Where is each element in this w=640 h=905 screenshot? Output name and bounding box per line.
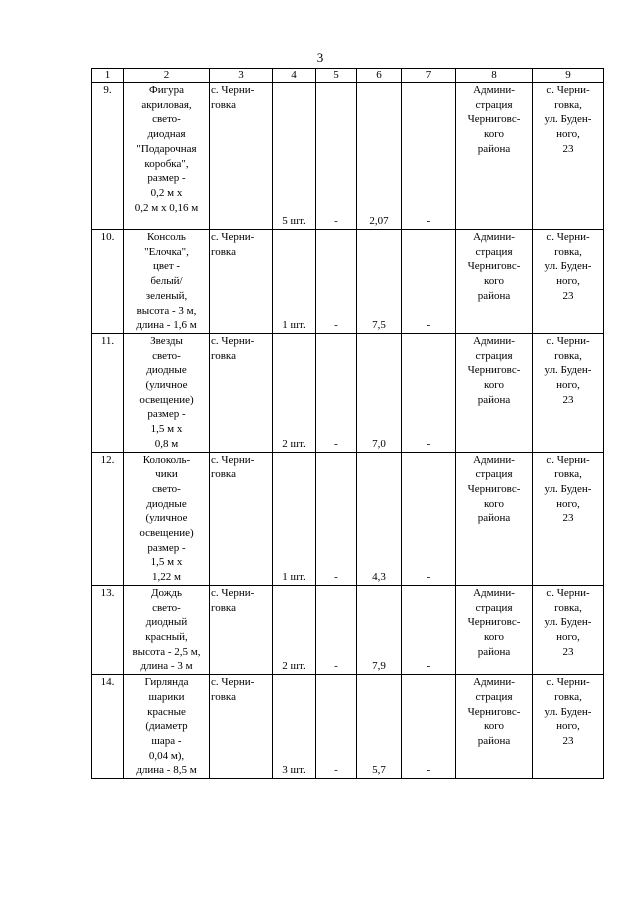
item-location: с. Черни- говка <box>210 452 273 585</box>
column-header: 2 <box>124 69 210 83</box>
item-owner: Админи- страция Черниговс- кого района <box>456 675 533 779</box>
table-row <box>92 675 604 779</box>
item-address: с. Черни- говка, ул. Буден- ного, 23 <box>533 230 604 334</box>
column-5-value: - <box>316 230 357 334</box>
column-7-value: - <box>402 585 456 674</box>
column-7-value: - <box>402 83 456 230</box>
column-header: 4 <box>273 69 316 83</box>
column-7-value: - <box>402 452 456 585</box>
column-5-value: - <box>316 675 357 779</box>
item-description: Дождь свето- диодный красный, высота - 2,5 м, длина - 3 м <box>124 585 210 674</box>
column-header: 5 <box>316 69 357 83</box>
column-header: 8 <box>456 69 533 83</box>
row-number: 11. <box>92 333 124 452</box>
table-row <box>92 585 604 674</box>
item-address: с. Черни- говка, ул. Буден- ного, 23 <box>533 675 604 779</box>
column-header: 6 <box>357 69 402 83</box>
item-owner: Админи- страция Черниговс- кого района <box>456 452 533 585</box>
item-location: с. Черни- говка <box>210 585 273 674</box>
column-header: 7 <box>402 69 456 83</box>
column-5-value: - <box>316 83 357 230</box>
item-quantity: 5 шт. <box>273 83 316 230</box>
column-5-value: - <box>316 452 357 585</box>
item-description: Фигура акриловая, свето- диодная "Подарочная коробка", размер - 0,2 м х 0,2 м х 0,16 м <box>124 83 210 230</box>
item-quantity: 1 шт. <box>273 452 316 585</box>
column-6-value: 7,0 <box>357 333 402 452</box>
item-owner: Админи- страция Черниговс- кого района <box>456 333 533 452</box>
item-quantity: 2 шт. <box>273 333 316 452</box>
column-5-value: - <box>316 585 357 674</box>
item-location: с. Черни- говка <box>210 333 273 452</box>
row-number: 9. <box>92 83 124 230</box>
column-6-value: 7,9 <box>357 585 402 674</box>
item-location: с. Черни- говка <box>210 83 273 230</box>
item-description: Колоколь- чики свето- диодные (уличное освещение) размер - 1,5 м х 1,22 м <box>124 452 210 585</box>
column-7-value: - <box>402 333 456 452</box>
page-number: 3 <box>316 50 324 65</box>
item-description: Гирлянда шарики красные (диаметр шара - 0,04 м), длина - 8,5 м <box>124 675 210 779</box>
item-owner: Админи- страция Черниговс- кого района <box>456 230 533 334</box>
item-quantity: 3 шт. <box>273 675 316 779</box>
column-5-value: - <box>316 333 357 452</box>
column-6-value: 5,7 <box>357 675 402 779</box>
column-header: 9 <box>533 69 604 83</box>
item-address: с. Черни- говка, ул. Буден- ного, 23 <box>533 83 604 230</box>
row-number: 13. <box>92 585 124 674</box>
row-number: 12. <box>92 452 124 585</box>
item-description: Звезды свето- диодные (уличное освещение) размер - 1,5 м х 0,8 м <box>124 333 210 452</box>
item-address: с. Черни- говка, ул. Буден- ного, 23 <box>533 452 604 585</box>
table-row <box>92 333 604 452</box>
column-6-value: 4,3 <box>357 452 402 585</box>
item-address: с. Черни- говка, ул. Буден- ного, 23 <box>533 333 604 452</box>
table-row <box>92 230 604 334</box>
item-owner: Админи- страция Черниговс- кого района <box>456 585 533 674</box>
row-number: 10. <box>92 230 124 334</box>
column-number-row <box>92 69 604 83</box>
item-location: с. Черни- говка <box>210 675 273 779</box>
column-6-value: 2,07 <box>357 83 402 230</box>
item-location: с. Черни- говка <box>210 230 273 334</box>
item-quantity: 2 шт. <box>273 585 316 674</box>
inventory-table <box>91 68 604 779</box>
item-description: Консоль "Елочка", цвет - белый/ зеленый, высота - 3 м, длина - 1,6 м <box>124 230 210 334</box>
column-6-value: 7,5 <box>357 230 402 334</box>
item-address: с. Черни- говка, ул. Буден- ного, 23 <box>533 585 604 674</box>
table-row <box>92 452 604 585</box>
table-row <box>92 83 604 230</box>
item-owner: Админи- страция Черниговс- кого района <box>456 83 533 230</box>
row-number: 14. <box>92 675 124 779</box>
column-7-value: - <box>402 675 456 779</box>
column-header: 1 <box>92 69 124 83</box>
column-header: 3 <box>210 69 273 83</box>
column-7-value: - <box>402 230 456 334</box>
item-quantity: 1 шт. <box>273 230 316 334</box>
